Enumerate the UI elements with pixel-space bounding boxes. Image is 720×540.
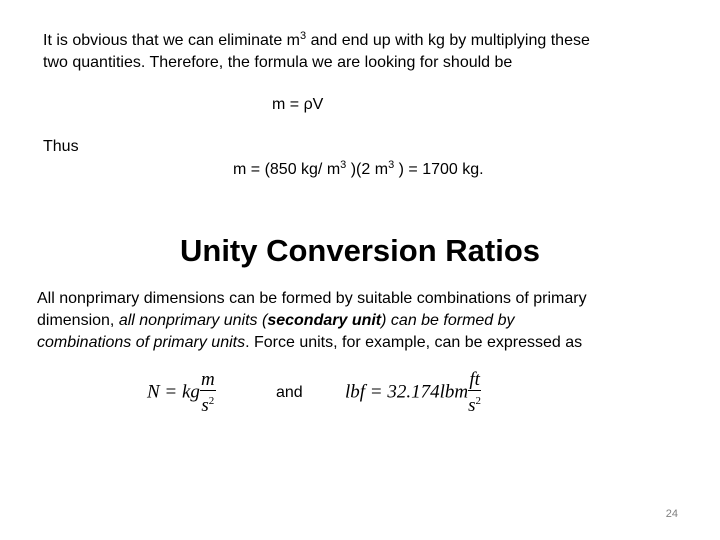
- newton-den-base: s: [201, 395, 209, 416]
- mass-calc-part-1: m = (850 kg/ m: [233, 161, 341, 178]
- body-paragraph: [37, 288, 587, 354]
- lbf-equation: [345, 370, 481, 416]
- intro-line-1-tail: and end up with kg by multiplying these: [306, 32, 590, 49]
- mass-calc-exp-1: 3: [340, 159, 347, 171]
- lbf-numerator: ft: [469, 369, 480, 390]
- and-label: and: [276, 384, 303, 401]
- intro-line-2: two quantities. Therefore, the formula we are looking for should be: [43, 54, 513, 71]
- newton-den-exp: 2: [208, 395, 215, 407]
- intro-exponent: 3: [300, 30, 307, 42]
- lbf-denominator: [468, 391, 481, 416]
- body-italic-2: combinations of primary units: [37, 334, 246, 351]
- lbf-den-exp: 2: [475, 395, 482, 407]
- lbf-fraction: [468, 370, 481, 416]
- thus-label: Thus: [43, 138, 79, 155]
- intro-paragraph: [43, 30, 590, 74]
- body-italic-text-2: ) can be formed by: [381, 312, 515, 329]
- newton-numerator: m: [200, 369, 215, 390]
- page-number: 24: [665, 508, 678, 520]
- newton-equation: [147, 370, 216, 416]
- section-heading: Unity Conversion Ratios: [180, 233, 540, 268]
- intro-line-1: [43, 32, 590, 49]
- lbf-lhs: lbf = 32.174lbm: [345, 381, 469, 403]
- body-italic-text-1: all nonprimary units (: [118, 312, 268, 329]
- body-italic-1: [119, 312, 515, 329]
- lbf-den-base: s: [468, 395, 476, 416]
- secondary-unit-term: secondary unit: [267, 312, 382, 329]
- mass-calc-part-2: )(2 m: [346, 161, 389, 178]
- mass-calculation: [233, 161, 484, 179]
- intro-line-1-text: It is obvious that we can eliminate m: [43, 32, 301, 49]
- newton-fraction: [200, 370, 216, 416]
- newton-denominator: [200, 391, 216, 416]
- newton-lhs: N = kg: [147, 381, 200, 403]
- mass-calc-part-3: ) = 1700 kg.: [394, 161, 484, 178]
- density-formula: m = ρV: [272, 96, 324, 113]
- mass-calc-exp-2: 3: [388, 159, 395, 171]
- body-line-2-start: dimension,: [37, 312, 119, 329]
- body-line-3-end: . Force units, for example, can be expressed as: [245, 334, 583, 351]
- body-line-1: All nonprimary dimensions can be formed by suitable combinations of primary: [37, 290, 587, 307]
